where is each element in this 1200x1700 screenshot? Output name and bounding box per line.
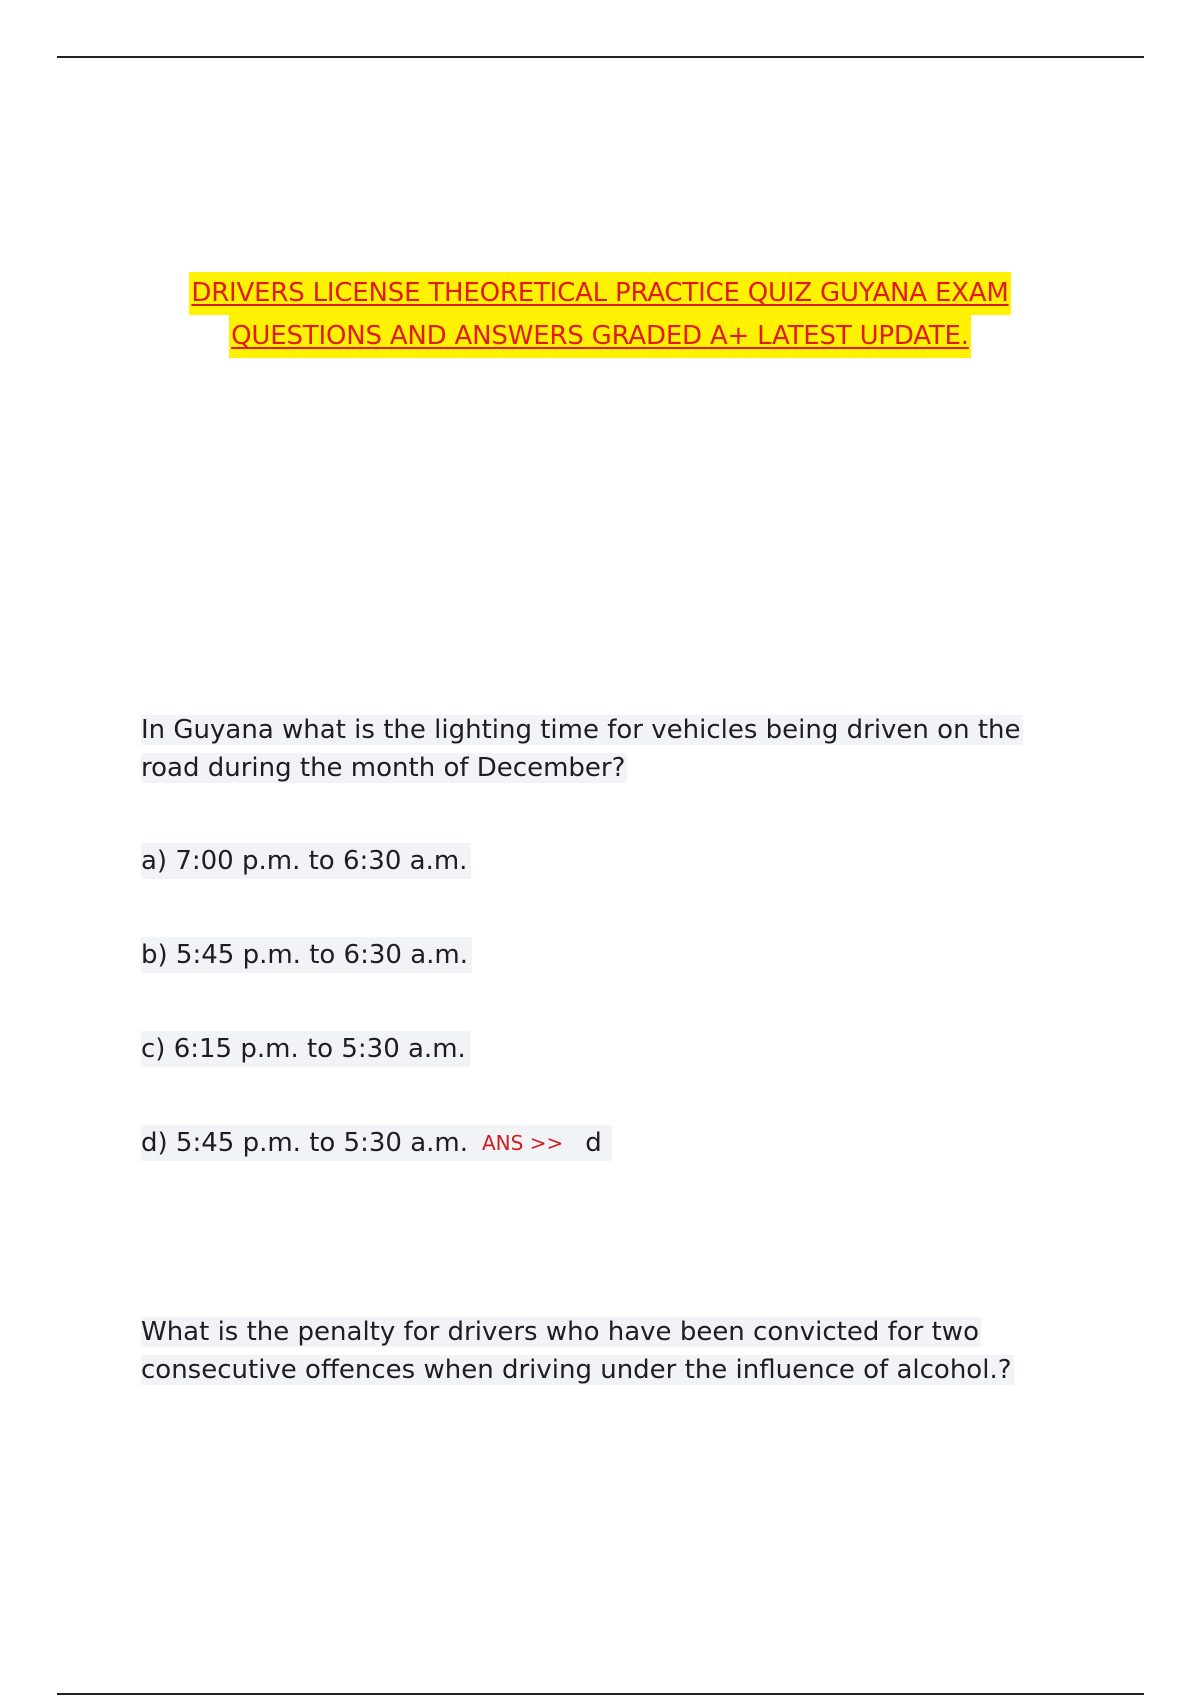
question-1-text: In Guyana what is the lighting time for vehicles being driven on the road during the month of December? — [141, 715, 1021, 783]
answer-value: d — [585, 1128, 602, 1158]
document-title — [100, 272, 1100, 358]
question-1-option-c: c) 6:15 p.m. to 5:30 a.m. — [141, 1031, 470, 1067]
answer-tag: ANS >> — [482, 1131, 564, 1155]
question-2-text: What is the penalty for drivers who have been convicted for two consecutive offences when driving under the influence of alcohol.? — [141, 1317, 1012, 1385]
title-line-2: QUESTIONS AND ANSWERS GRADED A+ LATEST UPDATE. — [229, 315, 971, 358]
question-2 — [141, 1313, 1091, 1389]
question-1 — [141, 711, 1041, 787]
top-rule — [57, 56, 1144, 58]
question-1-option-a: a) 7:00 p.m. to 6:30 a.m. — [141, 843, 471, 879]
question-1-option-d: d) 5:45 p.m. to 5:30 a.m. — [141, 1128, 468, 1158]
bottom-rule — [57, 1693, 1144, 1695]
title-line-1: DRIVERS LICENSE THEORETICAL PRACTICE QUIZ GUYANA EXAM — [189, 272, 1010, 315]
question-1-option-d-row — [141, 1125, 612, 1161]
question-1-option-b: b) 5:45 p.m. to 6:30 a.m. — [141, 937, 472, 973]
